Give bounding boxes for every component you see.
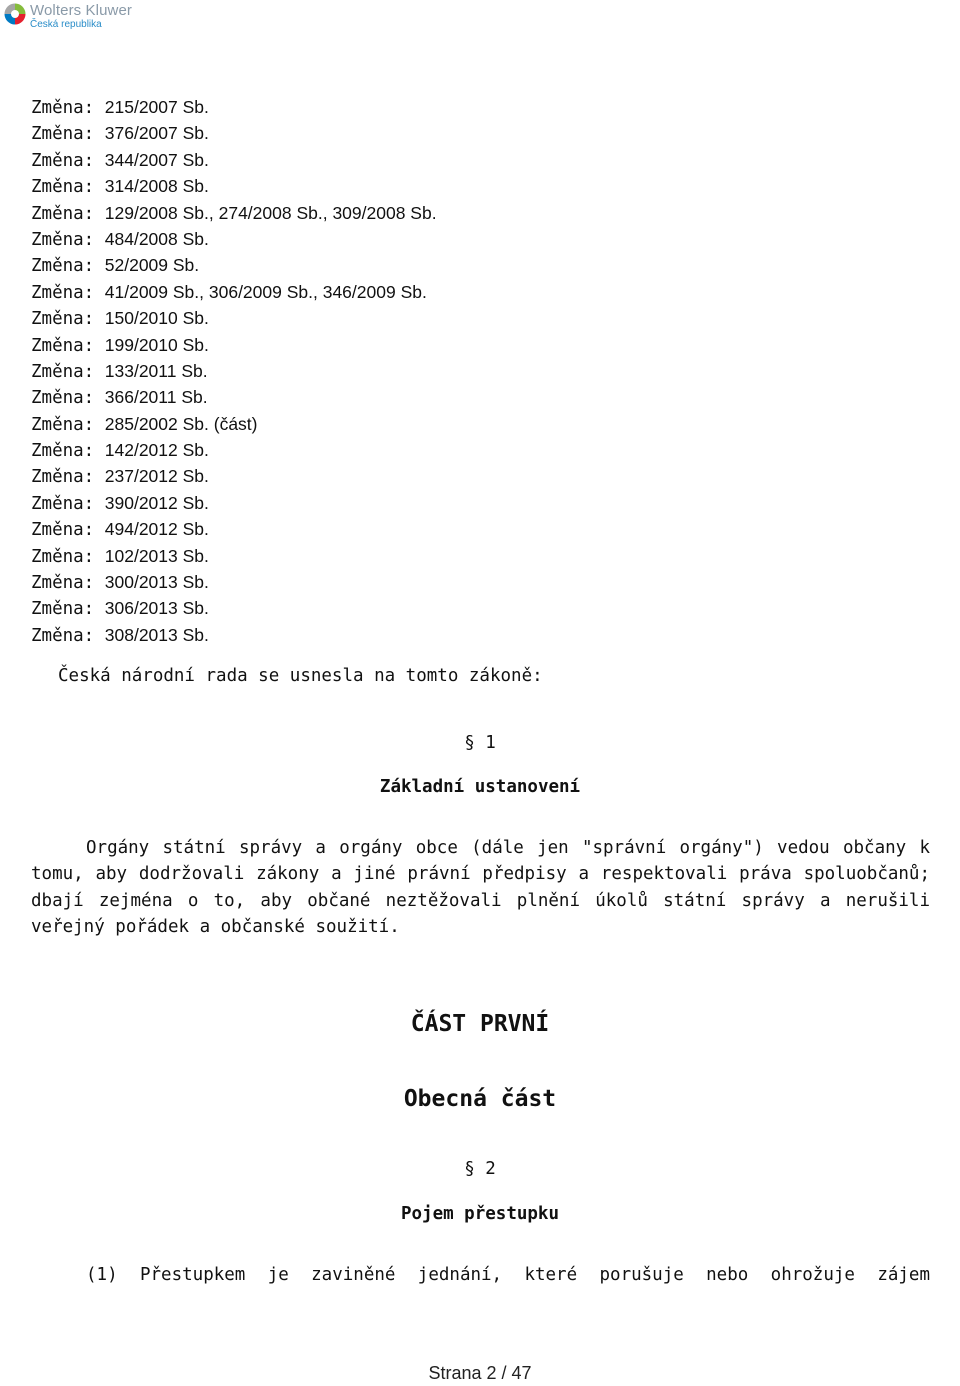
amendment-refs: 129/2008 Sb., 274/2008 Sb., 309/2008 Sb.: [104, 202, 437, 223]
amendment-refs: 306/2013 Sb.: [104, 598, 209, 619]
amendment-refs: 484/2008 Sb.: [104, 228, 209, 249]
amendment-label: Změna:: [31, 546, 95, 567]
amendment-label: Změna:: [31, 520, 95, 541]
page-number: Strana 2 / 47: [428, 1363, 532, 1383]
amendment-line: [31, 305, 437, 331]
section-2-text: (1) Přestupkem je zaviněné jednání, které porušuje nebo ohrožuje zájem: [86, 1265, 930, 1285]
amendment-label: Změna:: [31, 256, 95, 277]
amendment-refs: 300/2013 Sb.: [104, 572, 209, 593]
amendment-label: Změna:: [31, 361, 95, 382]
amendment-label: Změna:: [31, 441, 95, 462]
amendment-line: [31, 543, 437, 569]
amendment-label: Změna:: [31, 625, 95, 646]
amendment-refs: 133/2011 Sb.: [104, 360, 208, 381]
amendment-label: Změna:: [31, 98, 95, 118]
amendment-line: [31, 358, 437, 384]
amendment-refs: 376/2007 Sb.: [104, 123, 209, 144]
amendment-refs: 285/2002 Sb. (část): [104, 413, 258, 434]
amendment-label: Změna:: [31, 335, 95, 356]
amendment-refs: 308/2013 Sb.: [104, 624, 209, 645]
amendment-label: Změna:: [31, 282, 95, 303]
amendment-refs: 237/2012 Sb.: [104, 466, 209, 487]
part-title: ČÁST PRVNÍ: [410, 1011, 550, 1037]
section-1-title: Základní ustanovení: [379, 777, 581, 797]
amendment-label: Změna:: [31, 467, 95, 488]
amendment-list: [31, 94, 437, 648]
brand-subtitle: Česká republika: [30, 19, 102, 30]
amendment-label: Změna:: [31, 124, 95, 145]
amendment-line: [31, 200, 437, 226]
preamble: Česká národní rada se usnesla na tomto zákoně:: [58, 666, 543, 686]
amendment-label: Změna:: [31, 493, 95, 514]
amendment-refs: 150/2010 Sb.: [104, 308, 209, 329]
amendment-line: [31, 332, 437, 358]
amendment-refs: 102/2013 Sb.: [104, 545, 209, 566]
amendment-line: [31, 595, 437, 621]
amendment-label: Změna:: [31, 229, 95, 250]
brand-logo: [4, 3, 132, 30]
section-2-title: Pojem přestupku: [400, 1204, 560, 1224]
amendment-refs: 390/2012 Sb.: [104, 492, 209, 513]
amendment-label: Změna:: [31, 414, 95, 435]
amendment-line: [31, 516, 437, 542]
amendment-label: Změna:: [31, 388, 95, 409]
amendment-line: [31, 173, 437, 199]
amendment-refs: 142/2012 Sb.: [104, 440, 209, 461]
amendment-line: [31, 279, 437, 305]
amendment-label: Změna:: [31, 309, 95, 330]
amendment-line: [31, 622, 437, 648]
part-subtitle: Obecná část: [403, 1086, 557, 1112]
amendment-label: Změna:: [31, 203, 95, 224]
amendment-label: Změna:: [31, 177, 95, 198]
amendment-refs: 344/2007 Sb.: [104, 149, 209, 170]
amendment-line: [31, 463, 437, 489]
amendment-line: [31, 120, 437, 146]
amendment-line: [31, 490, 437, 516]
section-1-text: Orgány státní správy a orgány obce (dále jen "správní orgány") vedou občany k tomu, aby dodržovali zákony a jiné právní předpisy a respektovali práva spoluobčanů; dbají zejména o to, aby občané neztěžovali plnění úkolů státní správy a nerušili veřejný pořádek a občanské soužití.: [31, 838, 930, 937]
amendment-line: [31, 147, 437, 173]
amendment-line: [31, 252, 437, 278]
amendment-line: [31, 411, 437, 437]
brand-name: Wolters Kluwer: [30, 2, 132, 19]
amendment-refs: 366/2011 Sb.: [104, 387, 208, 408]
amendment-line: [31, 384, 437, 410]
amendment-refs: 494/2012 Sb.: [104, 519, 209, 540]
amendment-line: [31, 226, 437, 252]
amendment-refs: 52/2009 Sb.: [104, 255, 200, 276]
amendment-label: Změna:: [31, 573, 95, 594]
section-2-number: § 2: [464, 1159, 496, 1179]
amendment-refs: 41/2009 Sb., 306/2009 Sb., 346/2009 Sb.: [104, 281, 427, 302]
amendment-label: Změna:: [31, 150, 95, 171]
amendment-refs: 199/2010 Sb.: [104, 334, 209, 355]
amendment-label: Změna:: [31, 599, 95, 620]
amendment-refs: 215/2007 Sb.: [104, 97, 209, 117]
wolters-kluwer-logo-icon: [4, 3, 26, 25]
amendment-line: [31, 94, 437, 120]
amendment-refs: 314/2008 Sb.: [104, 176, 209, 197]
section-1-number: § 1: [464, 733, 496, 753]
amendment-line: [31, 437, 437, 463]
amendment-line: [31, 569, 437, 595]
